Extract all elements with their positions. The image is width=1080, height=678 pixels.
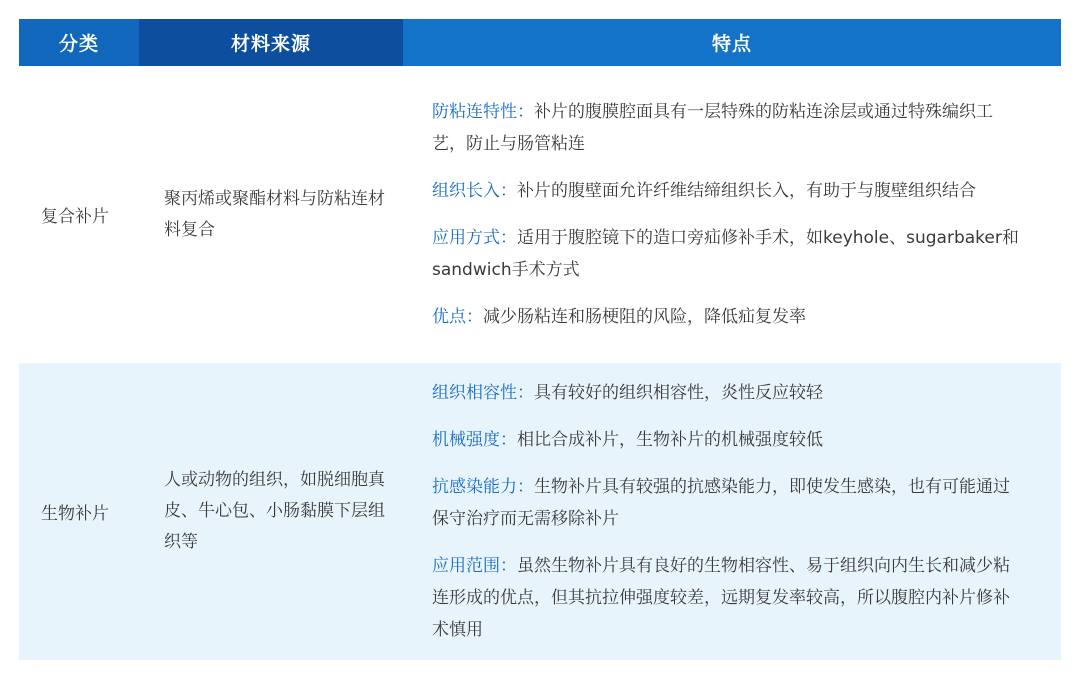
feature-term: 防粘连特性： xyxy=(432,102,534,122)
feature-term: 组织长入： xyxy=(432,181,517,201)
features-cell xyxy=(403,363,1061,660)
source-cell xyxy=(139,66,403,363)
feature-desc: 具有较好的组织相容性，炎性反应较轻 xyxy=(534,383,823,403)
feature-item xyxy=(432,96,1023,160)
source-cell xyxy=(139,363,403,660)
feature-item xyxy=(432,222,1023,286)
feature-term: 机械强度： xyxy=(432,430,517,450)
feature-desc: 生物补片具有较强的抗感染能力，即使发生感染，也有可能通过保守治疗而无需移除补片 xyxy=(432,477,1010,529)
feature-term: 应用范围： xyxy=(432,556,517,576)
feature-item xyxy=(432,471,1023,535)
features-cell xyxy=(403,66,1061,363)
category-cell: 复合补片 xyxy=(19,66,139,363)
feature-desc: 相比合成补片，生物补片的机械强度较低 xyxy=(517,430,823,450)
header-material-source: 材料来源 xyxy=(139,19,403,66)
feature-desc: 减少肠粘连和肠梗阻的风险，降低疝复发率 xyxy=(483,307,806,327)
feature-desc: 补片的腹壁面允许纤维结缔组织长入，有助于与腹壁组织结合 xyxy=(517,181,976,201)
feature-term: 优点： xyxy=(432,307,483,327)
feature-term: 应用方式： xyxy=(432,228,517,248)
feature-desc: 适用于腹腔镜下的造口旁疝修补手术，如keyhole、sugarbaker和sandwich手术方式 xyxy=(432,228,1019,280)
source-text: 人或动物的组织，如脱细胞真皮、牛心包、小肠黏膜下层组织等 xyxy=(164,470,385,552)
feature-item xyxy=(432,301,1023,333)
source-text: 聚丙烯或聚酯材料与防粘连材料复合 xyxy=(164,188,385,240)
feature-term: 抗感染能力： xyxy=(432,477,534,497)
feature-item xyxy=(432,377,1023,409)
feature-item xyxy=(432,424,1023,456)
feature-desc: 补片的腹膜腔面具有一层特殊的防粘连涂层或通过特殊编织工艺，防止与肠管粘连 xyxy=(432,102,993,154)
header-features: 特点 xyxy=(403,19,1061,66)
comparison-table xyxy=(19,19,1061,660)
feature-desc: 虽然生物补片具有良好的生物相容性、易于组织向内生长和减少粘连形成的优点，但其抗拉伸强度较差，远期复发率较高，所以腹腔内补片修补术慎用 xyxy=(432,556,1010,640)
feature-item xyxy=(432,175,1023,207)
header-category: 分类 xyxy=(19,19,139,66)
feature-item xyxy=(432,550,1023,646)
category-cell: 生物补片 xyxy=(19,363,139,660)
feature-term: 组织相容性： xyxy=(432,383,534,403)
